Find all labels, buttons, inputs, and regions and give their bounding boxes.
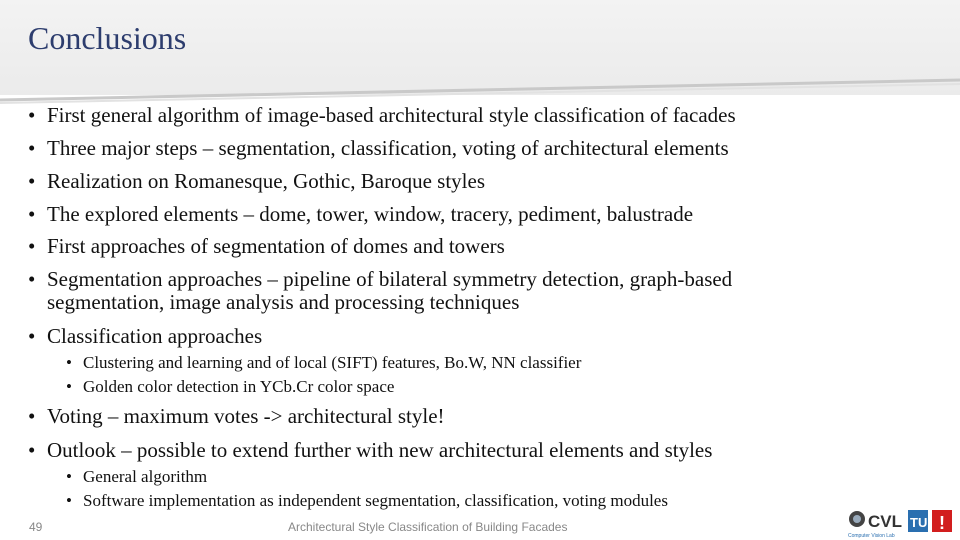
bullet-dot: • [28,404,36,428]
bullet-dot: • [66,491,72,510]
bullet-dot: • [28,324,36,348]
bullet-dot: • [28,169,36,193]
bullet-dot: • [28,234,36,258]
page-number: 49 [29,520,43,534]
bullet-dot: • [28,202,36,226]
cvl-tu-logo [846,508,954,538]
bullet-dot: • [66,467,72,486]
slide-title: Conclusions [28,20,187,56]
bullet-dot: • [66,353,72,372]
bullet-dot: • [28,267,36,291]
bullet-dot: • [28,136,36,160]
bullet-dot: • [66,377,72,396]
svg-text:Computer Vision Lab: Computer Vision Lab [848,533,895,538]
svg-text:CVL: CVL [868,512,902,531]
bullet-dot: • [28,103,36,127]
svg-text:!: ! [939,513,945,533]
svg-text:TU: TU [910,515,928,530]
footer-title: Architectural Style Classification of Building Facades [288,520,568,534]
bullet-dot: • [28,438,36,462]
